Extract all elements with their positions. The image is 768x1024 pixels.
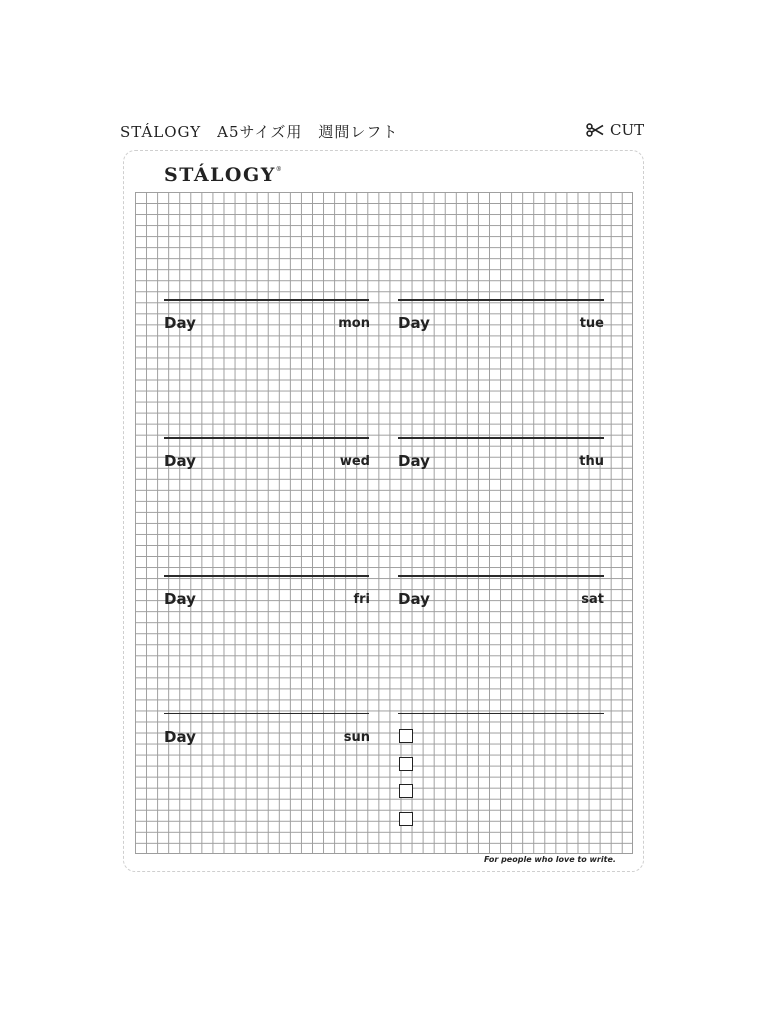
day-rule-sun [164,713,369,714]
day-label-wed: Day [164,452,196,470]
day-label-sat: Day [398,590,430,608]
day-rule-thu [398,437,604,439]
day-rule-wed [164,437,369,439]
brand-logo [164,164,283,186]
footer-tagline: For people who love to write. [484,855,616,864]
checklist-checkbox [399,757,413,771]
scissors-icon [586,123,604,137]
day-label-thu: Day [398,452,430,470]
day-rule-mon [164,299,369,301]
weekday-fri: fri [353,592,370,607]
day-rule-tue [398,299,604,301]
weekday-wed: wed [339,454,370,469]
brand-name: STÁLOGY [164,164,276,186]
cut-guide [586,121,644,139]
registered-mark: ® [275,166,284,173]
weekday-sun: sun [343,730,370,745]
weekday-tue: tue [579,316,604,331]
checklist-checkbox [399,812,413,826]
weekday-thu: thu [579,454,604,469]
day-rule-fri [164,575,369,577]
day-label-mon: Day [164,314,196,332]
day-label-fri: Day [164,590,196,608]
weekday-mon: mon [338,316,370,331]
checklist-rule [398,713,604,714]
page-title: STÁLOGY A5サイズ用 週間レフト [120,123,399,141]
weekday-sat: sat [581,592,604,607]
day-label-sun: Day [164,728,196,746]
cut-label: CUT [610,121,645,139]
checklist-checkbox [399,729,413,743]
day-label-tue: Day [398,314,430,332]
grid-paper [135,192,633,854]
day-rule-sat [398,575,604,577]
checklist-checkbox [399,784,413,798]
